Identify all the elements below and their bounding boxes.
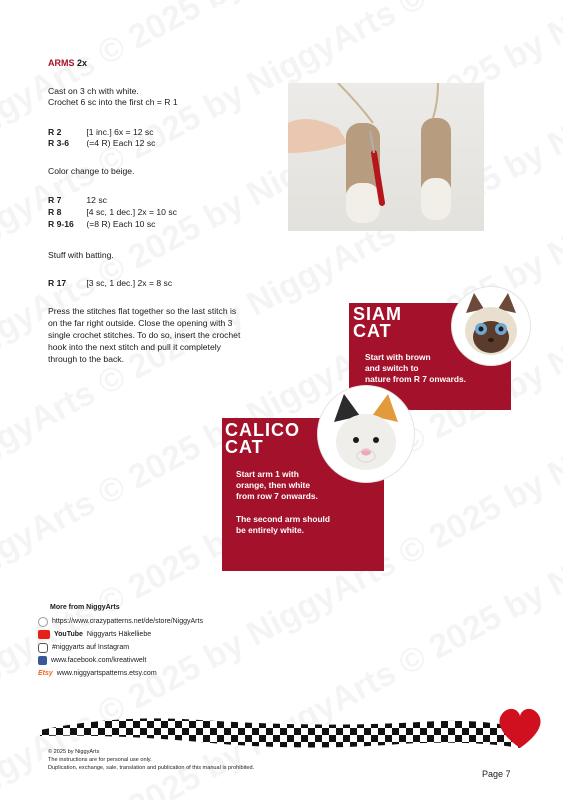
calico-text-line: be entirely white. — [236, 525, 304, 535]
arms-photo — [288, 83, 484, 231]
link-label: www.facebook.com/kreativwelt — [51, 657, 147, 664]
row-text: [3 sc, 1 dec.] 2x = 8 sc — [86, 278, 173, 288]
row-label: R 7 — [48, 195, 62, 205]
page-number: Page 7 — [482, 769, 511, 779]
arms-illustration — [288, 83, 484, 231]
row-label: R 9-16 — [48, 219, 74, 229]
calico-text-line: orange, then white — [236, 480, 310, 490]
section-title: ARMS — [48, 58, 75, 68]
closing-line: on the far right outside. Close the opening with 3 — [48, 318, 233, 328]
calico-cat-head-image — [318, 386, 414, 482]
row-text: (=8 R) Each 10 sc — [86, 219, 156, 229]
row-text: (=4 R) Each 12 sc — [86, 138, 156, 148]
row-text: 12 sc — [86, 195, 107, 205]
row-label: R 2 — [48, 127, 62, 137]
siam-text-line: nature from R 7 onwards. — [365, 374, 466, 384]
pattern-row — [48, 207, 177, 218]
row-text: [4 sc, 1 dec.] 2x = 10 sc — [86, 207, 177, 217]
siam-cat-head-image — [452, 287, 530, 365]
more-title: More from NiggyArts — [50, 604, 120, 611]
calico-text-line: from row 7 onwards. — [236, 491, 318, 501]
pattern-row — [48, 127, 154, 138]
youtube-icon — [38, 630, 50, 639]
intro-line: Cast on 3 ch with white. — [48, 86, 139, 96]
calico-title-line1: CALICO — [225, 420, 300, 440]
calico-title-line2: CAT — [225, 437, 264, 457]
calico-cat-head-icon — [318, 386, 414, 482]
row-label: R 8 — [48, 207, 62, 217]
instagram-icon — [38, 643, 48, 653]
row-text: [1 inc.] 6x = 12 sc — [86, 127, 154, 137]
legal-line: Duplication, exchange, sale, translation and publication of this manual is prohibited. — [48, 765, 255, 771]
color-change-text: Color change to beige. — [48, 166, 135, 176]
link-etsy[interactable] — [38, 667, 203, 680]
siam-title-line2: CAT — [353, 321, 392, 341]
link-youtube[interactable] — [38, 628, 203, 641]
youtube-wordmark: YouTube — [54, 631, 83, 638]
siam-title-line1: SIAM — [353, 304, 402, 324]
closing-line: through to the back. — [48, 354, 124, 364]
etsy-icon: Etsy — [38, 670, 53, 677]
siam-text-line: Start with brown — [365, 352, 431, 362]
link-label: Niggyarts Häkelliebe — [86, 631, 152, 638]
link-instagram[interactable] — [38, 641, 203, 654]
heart-icon — [494, 702, 546, 752]
legal-line: © 2025 by NiggyArts — [48, 749, 100, 755]
closing-line: Press the stitches flat together so the last stitch is — [48, 306, 237, 316]
link-crazypatterns[interactable] — [38, 615, 203, 628]
closing-line: single crochet stitches. To do so, insert the crochet — [48, 330, 241, 340]
stuff-text: Stuff with batting. — [48, 250, 114, 260]
pattern-row — [48, 195, 107, 206]
row-label: R 3-6 — [48, 138, 70, 148]
section-count: 2x — [77, 58, 88, 68]
intro-line: Crochet 6 sc into the first ch = R 1 — [48, 97, 178, 107]
pattern-row — [48, 219, 155, 230]
calico-text-line: Start arm 1 with — [236, 469, 299, 479]
siam-text-line: and switch to — [365, 363, 419, 373]
siam-cat-head-icon — [452, 287, 530, 365]
link-label: https://www.crazypatterns.net/de/store/NiggyArts — [52, 618, 203, 625]
pattern-row — [48, 278, 172, 289]
calico-text-line: The second arm should — [236, 514, 331, 524]
row-label: R 17 — [48, 278, 67, 288]
crazypatterns-icon — [38, 617, 48, 627]
link-label: #niggyarts auf Instagram — [52, 644, 130, 651]
pattern-row — [48, 138, 155, 149]
legal-notice — [48, 748, 254, 772]
more-links-section — [38, 604, 203, 680]
closing-line: hook into the next stitch and pull it completely — [48, 342, 221, 352]
facebook-icon — [38, 656, 47, 665]
link-facebook[interactable] — [38, 654, 203, 667]
legal-line: The instructions are for personal use only. — [48, 757, 152, 763]
link-label: www.niggyartspatterns.etsy.com — [56, 670, 157, 677]
section-heading — [48, 58, 87, 68]
